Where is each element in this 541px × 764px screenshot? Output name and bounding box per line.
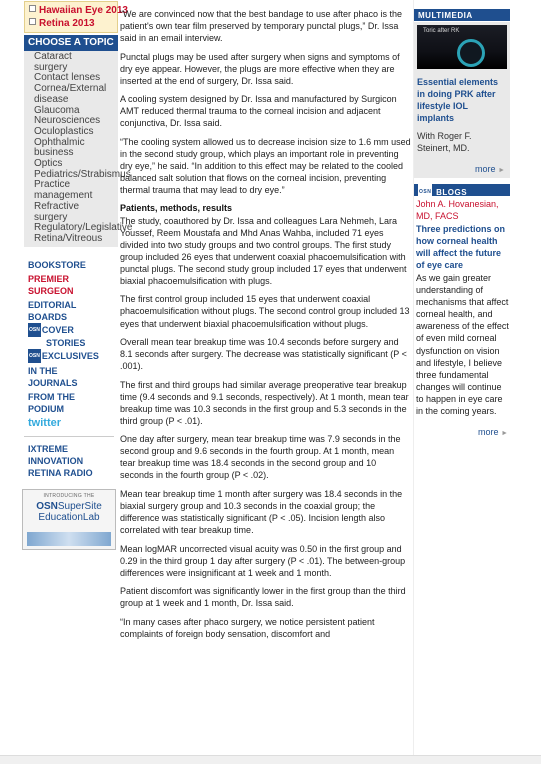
bullet-box-icon [29,5,36,12]
osn-badge-icon: OSN [418,184,432,196]
sidebar-nav [24,247,118,479]
topic-link[interactable]: Cataract [34,51,72,62]
topic-link[interactable]: Regulatory/Legislative [34,222,133,234]
section-heading: Patients, methods, results [120,202,233,213]
article-paragraph: “In many cases after phaco surgery, we notice persistent patient complaints of foreign body sensation, discomfort and [120,616,375,639]
nav-in-the-journals[interactable]: IN THE JOURNALS [28,365,78,388]
article-paragraph: Mean tear breakup time 1 month after surgery was 18.4 seconds in the biaxial surgery group and 10.3 seconds in the coaxial group; the difference was statistically significant (P < .05). Incision length also correlated with tear breakup time. [120,488,403,536]
topic-link[interactable]: Glaucoma [34,104,80,116]
topic-link[interactable]: Neurosciences [34,115,101,127]
article-paragraph: Punctal plugs may be used after surgery when signs and symptoms of dry eye appear. However, the plugs are more effective when they are inserted at the end of surgery, Dr. Issa said. [120,51,400,86]
nav-premier-surgeon[interactable]: PREMIER SURGEON [28,273,74,296]
edu-subtitle: EducationLab [38,511,100,523]
blogs-heading: OSN BLOGS [414,184,510,196]
article-paragraph: The first control group included 15 eyes that underwent coaxial phacoemulsification without plugs. The second control group included 13 eyes that underwent biaxial phacoemulsification without plugs. [120,294,410,329]
promo-hawaiian-eye[interactable]: Hawaiian Eye 2013 [29,4,117,17]
topic-link[interactable]: surgery [34,61,68,73]
multimedia-box [414,22,510,178]
nav-cover-stories[interactable]: OSN COVER STORIES [29,324,86,348]
topic-link[interactable]: Oculoplastics [34,125,94,137]
eye-image [457,39,485,67]
topic-link[interactable]: management [34,190,93,202]
right-sidebar [413,0,510,763]
topic-link[interactable]: Retina/Vitreous [34,232,103,244]
twitter-logo[interactable]: twitter [28,416,61,429]
more-link[interactable]: more ► [475,164,505,174]
article-paragraph: A cooling system designed by Dr. Issa and manufactured by Surgicon AMT reduced thermal trauma to the corneal incision and adjacent conjunctiva, Dr. Issa said. [120,94,397,129]
education-lab-banner[interactable] [22,489,116,550]
edu-title: OSNSuperSite [36,500,102,512]
nav-retina-radio[interactable]: RETINA RADIO [28,467,93,478]
conference-promo [24,1,128,33]
video-thumbnail[interactable] [417,25,507,69]
article-body [120,0,411,763]
article-paragraph: Mean logMAR uncorrected visual acuity was 0.50 in the first group and 0.29 in the third group 1 day after surgery (P < .01). The between-group differences were insignificant at 1 week and 1 month. [120,543,406,578]
sidebar-divider [24,436,114,437]
article-paragraph: Overall mean tear breakup time was 10.4 seconds before surgery and 8.1 seconds after surgery. The decrease was statistically significant (P < .001). [120,336,407,372]
more-arrow-icon: ► [498,167,505,174]
article-paragraph: One day after surgery, mean tear breakup time was 7.9 seconds in the second group and 9.6 seconds in the fourth group. At 1 month, mean tear breakup time was 18.4 seconds in the second group and 10 seconds in the fourth group (P < .02). [120,434,401,481]
edu-screenshot-image [27,532,111,546]
article-paragraph: Patient discomfort was significantly lower in the first group than the third group at 1 week and 1 month, Dr. Issa said. [120,586,406,609]
more-arrow-icon: ► [501,430,508,438]
blog-title[interactable]: Three predictions on how corneal health will affect the future of eye care [416,224,506,270]
nav-ixtreme-innovation[interactable]: IXTREME INNOVATION [28,443,84,466]
video-title: Toric after RK [423,28,460,34]
multimedia-heading: MULTIMEDIA [414,9,510,21]
multimedia-byline: With Roger F. Steinert, MD. [417,131,472,153]
topic-link[interactable]: Optics [34,158,63,170]
blog-author[interactable]: John A. Hovanesian, MD, FACS [416,199,499,221]
topic-link[interactable]: surgery [34,211,68,223]
osn-badge-icon: OSN [28,323,41,337]
multimedia-link[interactable]: Essential elements in doing PRK after lifestyle IOL implants [417,77,499,123]
nav-editorial-boards[interactable]: EDITORIAL BOARDS [28,299,77,322]
topic-link[interactable]: business [34,147,74,159]
blog-excerpt: As we gain greater understanding of mechanisms that affect corneal health, and awareness of the effect of even mild corneal dysfunction on vision and lifestyle, I believe three fundamental changes will continue to happen in eye care in the coming years. [416,273,509,417]
topic-link[interactable]: Practice [34,179,71,191]
topic-link[interactable]: Cornea/External [34,83,107,95]
nav-bookstore[interactable]: BOOKSTORE [28,259,86,270]
edu-intro-text: INTRODUCING THE [43,492,95,499]
topic-link[interactable]: Contact lenses [34,72,101,84]
osn-badge-icon: OSN [28,349,41,363]
article-paragraph: The study, coauthored by Dr. Issa and colleagues Lara Nehmeh, Lara Youssef, Reem Moustafa and Mhd Anas Wahba, included 71 eyes divided into two study groups and two control groups. The first study group included 26 eyes that underwent coaxial phacoemulsification with punctal plugs. The second study group included 17 eyes that underwent biaxial phacoemulsification with plugs. [120,215,407,286]
choose-topic-heading: CHOOSE A TOPIC [24,35,118,51]
topic-list [24,51,133,247]
topic-link[interactable]: Ophthalmic [34,136,85,148]
nav-from-the-podium[interactable]: FROM THE PODIUM [28,391,75,414]
nav-exclusives[interactable]: OSN EXCLUSIVES [29,350,99,361]
promo-retina[interactable]: Retina 2013 [29,17,117,30]
article-paragraph: “The cooling system allowed us to decrease incision size to 1.6 mm used in the second study group, which plays an important role in preventing dry eye,” he said. “In addition to this effect may be related to the cooled balanced salt solution that flows on the corneal incision, preventing thermal trauma that may lead to dry eye.” [120,136,411,196]
topic-link[interactable]: Refractive [34,200,80,212]
article-paragraph: “We are convinced now that the best bandage to use after phaco is the patient's own tear film preserved by temporary punctal plugs,” Dr. Issa said in an email interview. [120,9,403,44]
bullet-box-icon [29,18,36,25]
topic-link[interactable]: Pediatrics/Strabismus [34,168,131,180]
left-sidebar [24,0,133,763]
article-paragraph: The first and third groups had similar average preoperative tear breakup time (9.4 seconds and 9.1 seconds, respectively). At 1 month, mean tear breakup time was 10.3 seconds in the first group and 5.3 seconds in the third group (P < .01). [120,379,409,426]
more-link[interactable]: more ► [478,427,508,438]
topic-link[interactable]: disease [34,93,69,105]
